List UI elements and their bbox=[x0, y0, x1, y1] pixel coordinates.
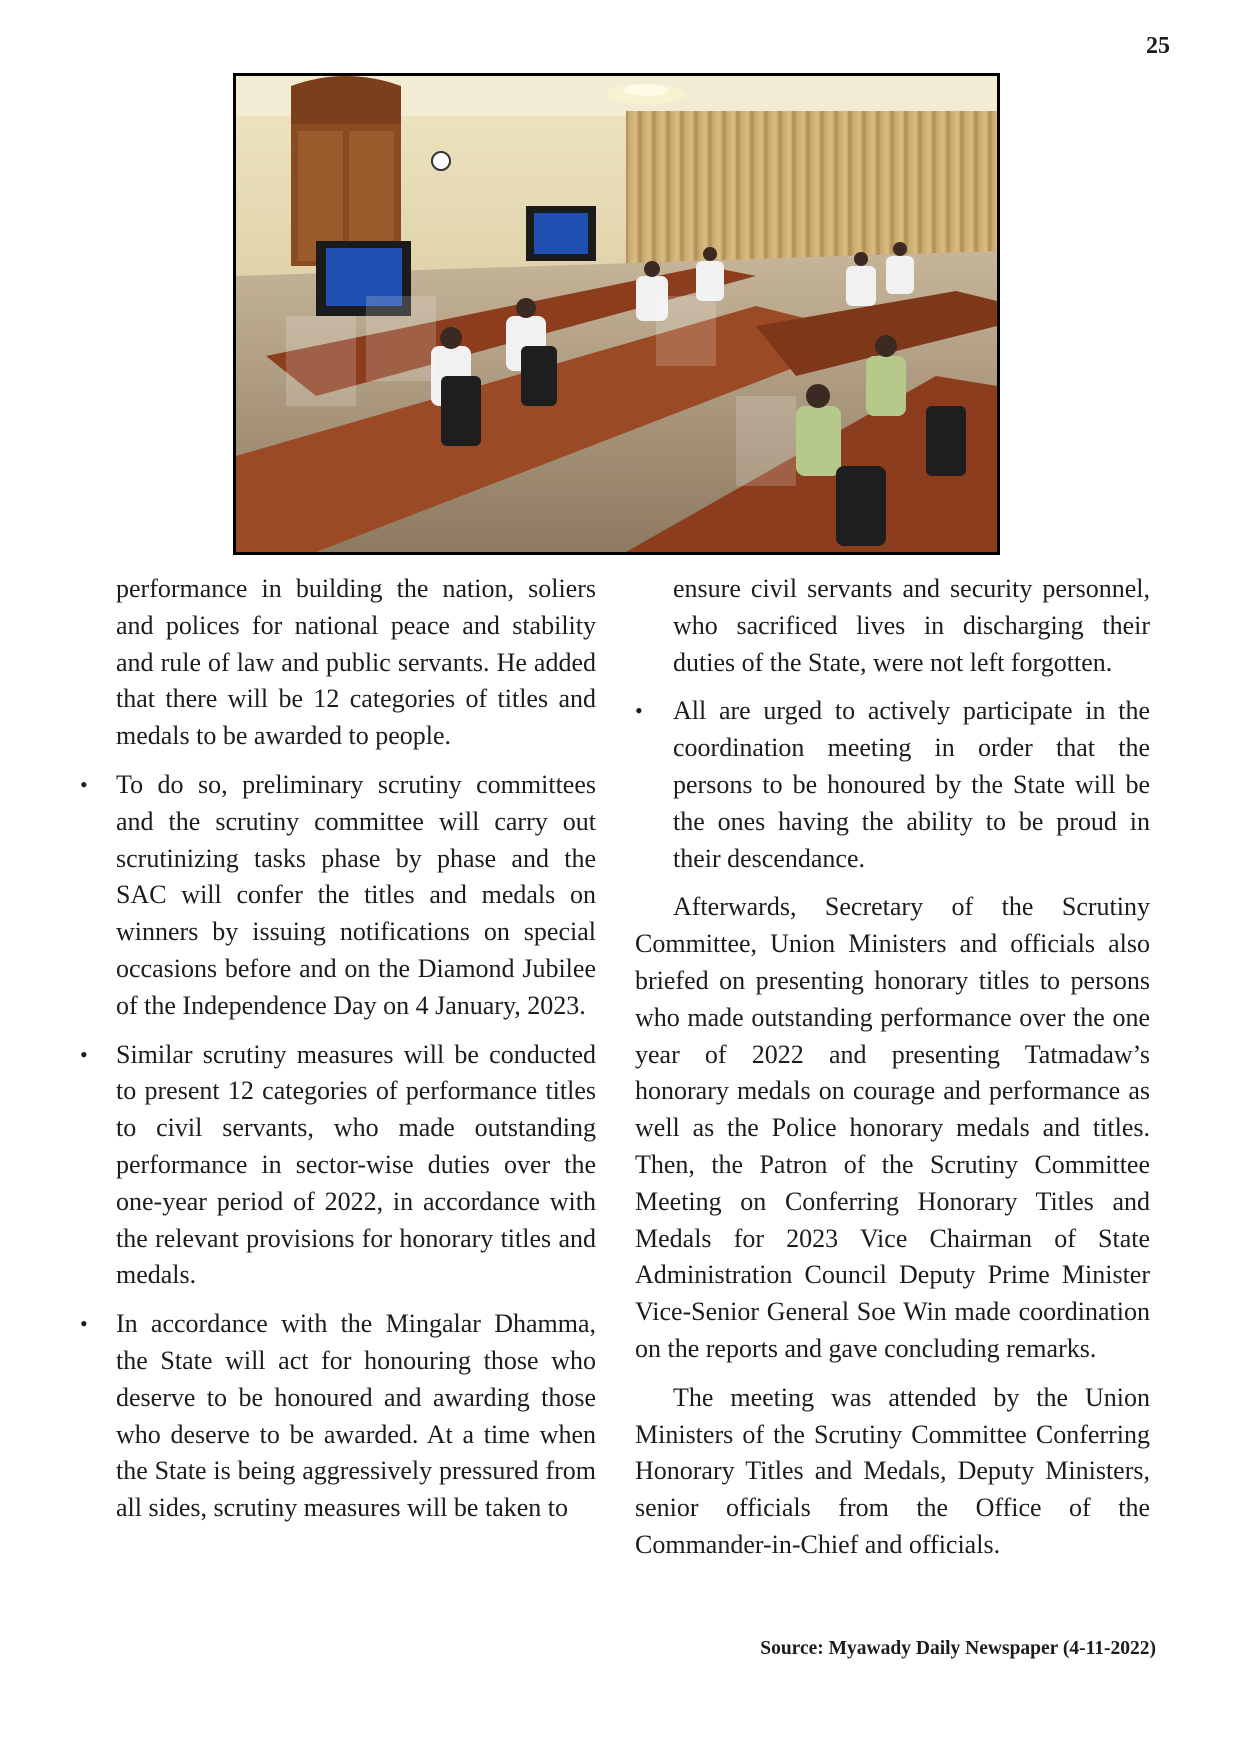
left-bullet-item bbox=[80, 767, 596, 1025]
bullet-icon: • bbox=[80, 771, 88, 797]
right-paragraph-afterwards: Afterwards, Secretary of the Scrutiny Committee, Union Ministers and officials also briefed on presenting honorary titles to persons who made outstanding performance over the one year of 2022 and presenting Tatmadaw’s honorary medals on courage and performance as well as the Police honorary medals and titles. Then, the Patron of the Scrutiny Committee Meeting on Conferring Honorary Titles and Medals for 2023 Vice Chairman of State Administration Council Deputy Prime Minister Vice-Senior General Soe Win made coordination on the reports and gave concluding remarks. bbox=[635, 892, 1150, 1363]
bullet-text: To do so, preliminary scrutiny committees and the scrutiny committee will carry out scrutinizing tasks phase by phase and the SAC will confer the titles and medals on winners by issuing notifications on special occasions before and on the Diamond Jubilee of the Independence Day on 4 January, 2023. bbox=[116, 769, 596, 1020]
bullet-text: Similar scrutiny measures will be conducted to present 12 categories of performance titles to civil servants, who made outstanding performance in sector-wise duties over the one-year period of 2022, in accordance with the relevant provisions for honorary titles and medals. bbox=[116, 1039, 596, 1290]
bullet-icon: • bbox=[80, 1311, 88, 1337]
left-bullet-item bbox=[80, 1037, 596, 1295]
meeting-photo-illustration bbox=[236, 76, 997, 552]
bullet-icon: • bbox=[635, 698, 643, 724]
page-number: 25 bbox=[1146, 33, 1170, 59]
source-credit: Source: Myawady Daily Newspaper (4-11-2022) bbox=[760, 1638, 1156, 1659]
left-bullet-item bbox=[80, 1306, 596, 1527]
bullet-icon: • bbox=[80, 1041, 88, 1067]
meeting-room-photo bbox=[233, 73, 1000, 555]
right-continuation-paragraph: ensure civil servants and security personnel, who sacrificed lives in discharging their duties of the State, were not left forgotten. bbox=[673, 574, 1150, 677]
left-intro-paragraph: performance in building the nation, soliers and polices for national peace and stability and rule of law and public servants. He added that there will be 12 categories of titles and medals to be awarded to people. bbox=[116, 574, 596, 751]
right-paragraph-attendance: The meeting was attended by the Union Ministers of the Scrutiny Committee Conferring Honorary Titles and Medals, Deputy Ministers, senior officials from the Office of the Commander-in-Chief and officials. bbox=[635, 1382, 1150, 1559]
left-text-column bbox=[80, 571, 596, 1527]
right-bullet-item bbox=[635, 693, 1150, 877]
bullet-text: All are urged to actively participate in the coordination meeting in order that the persons to be honoured by the State will be the ones having the ability to be proud in their descendance. bbox=[673, 696, 1150, 873]
bullet-text: In accordance with the Mingalar Dhamma, the State will act for honouring those who deserve to be honoured and awarding those who deserve to be awarded. At a time when the State is being aggressively pressured from all sides, scrutiny measures will be taken to bbox=[116, 1309, 596, 1523]
right-text-column bbox=[635, 571, 1150, 1564]
